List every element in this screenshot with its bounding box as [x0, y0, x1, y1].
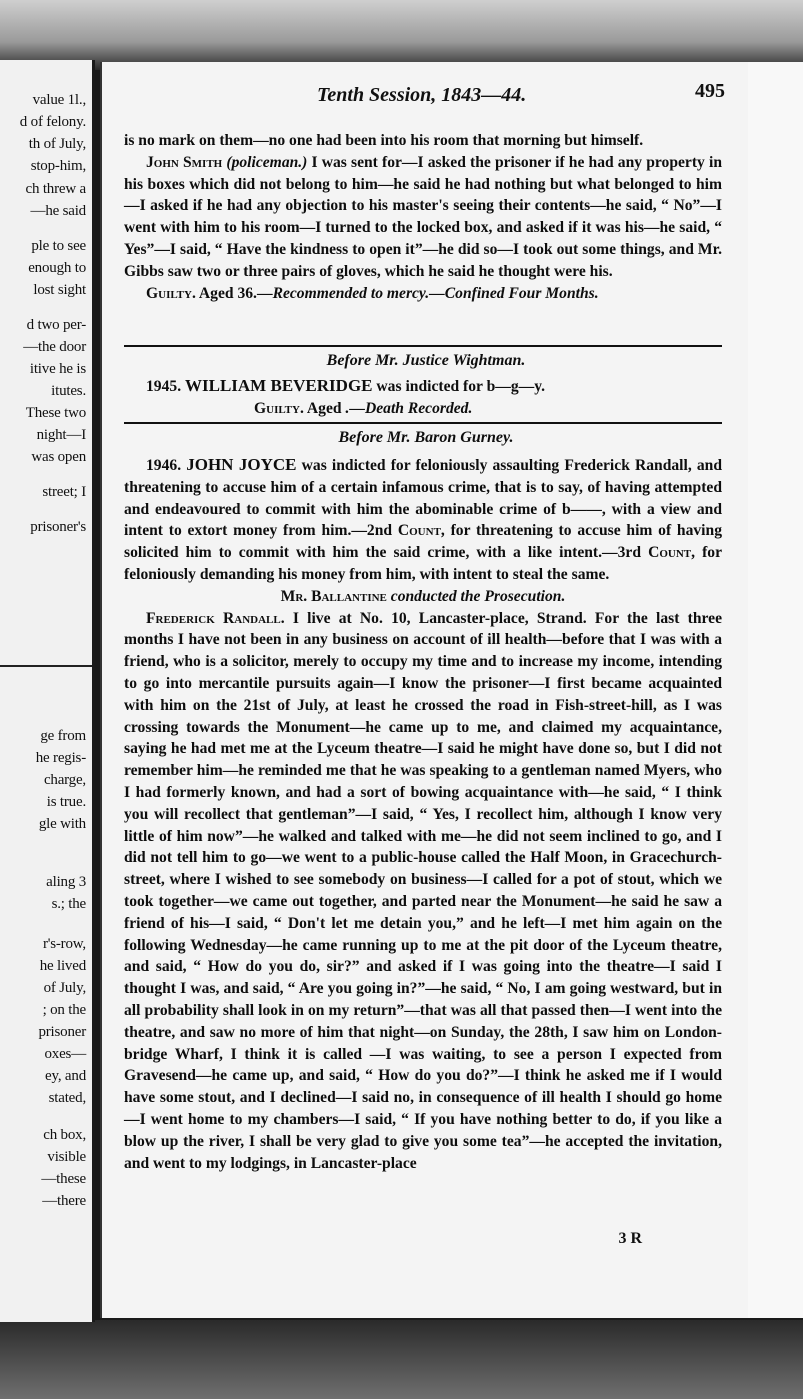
left-page-line: lost sight: [33, 282, 86, 298]
text-block-1: [124, 130, 722, 304]
case-1946: [124, 454, 722, 586]
left-page-line: d of felony.: [19, 114, 86, 130]
section-divider: [124, 345, 722, 347]
indictment-text-3: , for feloniously demanding his money from him, with intent to steal the same.: [124, 544, 722, 583]
defendant-name: WILLIAM BEVERIDGE: [185, 376, 373, 395]
left-page-line: charge,: [43, 772, 86, 788]
page-header: [102, 80, 750, 114]
scan-background-bottom: [0, 1320, 803, 1399]
verdict-line: [124, 283, 722, 305]
section-divider-2: [124, 422, 722, 424]
left-page-line: he regis-: [35, 750, 86, 766]
case-1945: [124, 375, 722, 398]
prosecution-line: [124, 586, 722, 608]
left-page-line: s.; the: [51, 896, 86, 912]
left-page-line: ; on the: [42, 1002, 86, 1018]
left-page-line: These two: [25, 405, 86, 421]
case-number: 1946.: [146, 457, 182, 474]
left-page-line: aling 3: [46, 874, 86, 890]
verdict-label: Guilty.: [146, 284, 196, 302]
left-page-line: was open: [31, 449, 86, 465]
left-page-line: gle with: [38, 816, 86, 832]
left-page-line: itutes.: [51, 383, 86, 399]
text-block-3: [124, 454, 722, 1174]
left-page-line: ple to see: [31, 238, 86, 254]
witness-testimony: I live at No. 10, Lancaster-place, Strand. For the last three months I have not been in any business on account of ill health—before that I was with a friend, who is a solicitor, merely to occupy my time and to increase my income, intending to go into mercantile pursuits again—I know the prisoner—I first became acquainted with him on the 21st of July, at least he crossed the road in Fish-street-hill, as I was crossing towards the Monument—he came up to me, and claimed my acquaintance, saying he had met me at the Lyceum theatre—I said he might have done so, but I did not remember him—he reminded me that he was speaking to a gentleman named Myers, who I had formerly known, and had a sort of bowing acquaintance with—he said, “ I think you will recollect that gentleman”—I said, “ Yes, I recollect him, although I know very little of him now”—he walked and talked with me—he did not seem inclined to go, and I did not tell him to go—we went to a public-house called the Half Moon, in Gracechurch-street, where I wished to see somebody on business—I called for a pot of stout, which we took together—we came out together, and parted near the Monument—he said he saw a friend of his—I said, “ Don't let me detain you,” and he left—I met him again on the following Wednesday—he came running up to me at the pit door of the Lyceum theatre, and said, “ How do you do, sir?” and asked if I was going into the theatre—I said I thought I was, and said, “ Are you going in?”—he said, “ No, I am going westward, but in all probability shall look in on my return”—that was all that passed then—I went into the theatre, and saw no more of him that night—on Sunday, the 28th, I saw him on London-bridge Wharf, I think it is called —I was waiting, to see a person I expected from Gravesend—he came up, and said, “ How do you do?”—I think he asked me if I would have some stout, and I declined—I said no, in consequence of ill health I should go home—I went home to my chambers—I said, “ If you have nothing better to do, if you like a blow up the river, I shall be very glad to give you some tea”—he accepted the invitation, and went to my lodgings, in Lancaster-place: [124, 609, 722, 1172]
left-page-line: night—I: [36, 427, 86, 443]
left-page-line: he lived: [39, 958, 86, 974]
paragraph-frederick-randall: [124, 608, 722, 1175]
left-page-line: itive he is: [29, 361, 86, 377]
judge-heading-2: Before Mr. Baron Gurney.: [338, 429, 514, 446]
indictment-text-2: , for threatening to accuse him of having solicited him to commit with him the said crime, with a like intent.—3rd: [124, 522, 722, 562]
left-page-line: ch threw a: [25, 181, 86, 197]
left-page-line: th of July,: [28, 136, 86, 152]
paragraph-john-smith: [124, 152, 722, 283]
page-edge: [748, 62, 803, 1318]
witness-name: Frederick Randall.: [146, 609, 285, 627]
left-page-line: —these: [41, 1171, 86, 1187]
verdict-age: Aged: [303, 399, 342, 417]
left-page-line: visible: [47, 1149, 86, 1165]
verdict-sentence: .—Death Recorded.: [341, 399, 473, 417]
left-page-line: d two per-: [26, 317, 86, 333]
count-label: Count: [648, 544, 692, 562]
indictment-text-1: was indicted for feloniously assaulting Frederick Randall, and threatening to accuse him of a certain infamous crime, that is to say, of having attempted and endeavoured to commit with him the abominable crime of b——, with a view and intent to extort money from him.—2nd: [124, 457, 722, 540]
case-number: 1945.: [146, 378, 182, 395]
case-charge: was indicted for b—g—y.: [372, 378, 546, 395]
witness-testimony: I was sent for—I asked the prisoner if he had any property in his boxes which did not belong to him—he said he had nothing but what belonged to him—I asked if he had any objection to his master's seeing their contents—he said, “ No”—I went with him to his room—I turned to the locked box, and asked if it was his—he said, “ Yes”—I said, “ Have the kindness to open it”—he did so—I took out some things, and Mr. Gibbs saw two or three pairs of gloves, which he said he thought were his.: [124, 153, 722, 280]
left-page-line: prisoner's: [30, 519, 86, 535]
left-page-line: ge from: [40, 728, 86, 744]
defendant-name: JOHN JOYCE: [186, 455, 297, 474]
page-number: 495: [695, 80, 725, 102]
left-page-line: of July,: [43, 980, 86, 996]
left-page-line: stated,: [48, 1090, 86, 1106]
scan-background-top: [0, 0, 803, 70]
left-page-line: ch box,: [43, 1127, 86, 1143]
running-title: Tenth Session, 1843—44.: [317, 84, 527, 106]
left-page-line: —he said: [30, 203, 86, 219]
left-facing-page: [0, 60, 95, 1322]
left-page-line: value 1l.,: [32, 92, 86, 108]
left-page-line: —there: [42, 1193, 86, 1209]
left-page-line: prisoner: [38, 1024, 86, 1040]
left-page-line: ey, and: [45, 1068, 86, 1084]
left-page-rule: [0, 665, 92, 667]
left-page-line: —the door: [23, 339, 86, 355]
text-block-2: [124, 375, 722, 420]
left-page-line: stop-him,: [30, 158, 86, 174]
prosecutor-name: Mr. Ballantine: [280, 587, 387, 605]
paragraph-continuation: is no mark on them—no one had been into his room that morning but himself.: [124, 132, 644, 149]
verdict-sentence: Recommended to mercy.—Confined Four Months.: [272, 284, 599, 302]
left-page-line: is true.: [46, 794, 86, 810]
count-label: Count: [397, 522, 441, 540]
signature-mark: 3 R: [618, 1230, 642, 1247]
verdict-age: Aged 36.—: [195, 284, 273, 302]
right-page: [100, 62, 750, 1318]
witness-name: John Smith: [146, 153, 223, 171]
left-page-line: r's-row,: [42, 936, 86, 952]
verdict-label: Guilty.: [254, 399, 304, 417]
left-page-line: street; I: [42, 484, 86, 500]
judge-heading-1: Before Mr. Justice Wightman.: [326, 352, 526, 369]
witness-role: (policeman.): [226, 153, 308, 171]
left-page-line: enough to: [28, 260, 86, 276]
verdict-line-2: [124, 398, 722, 420]
prosecution-text: conducted the Prosecution.: [386, 587, 566, 605]
left-page-line: oxes—: [44, 1046, 86, 1062]
